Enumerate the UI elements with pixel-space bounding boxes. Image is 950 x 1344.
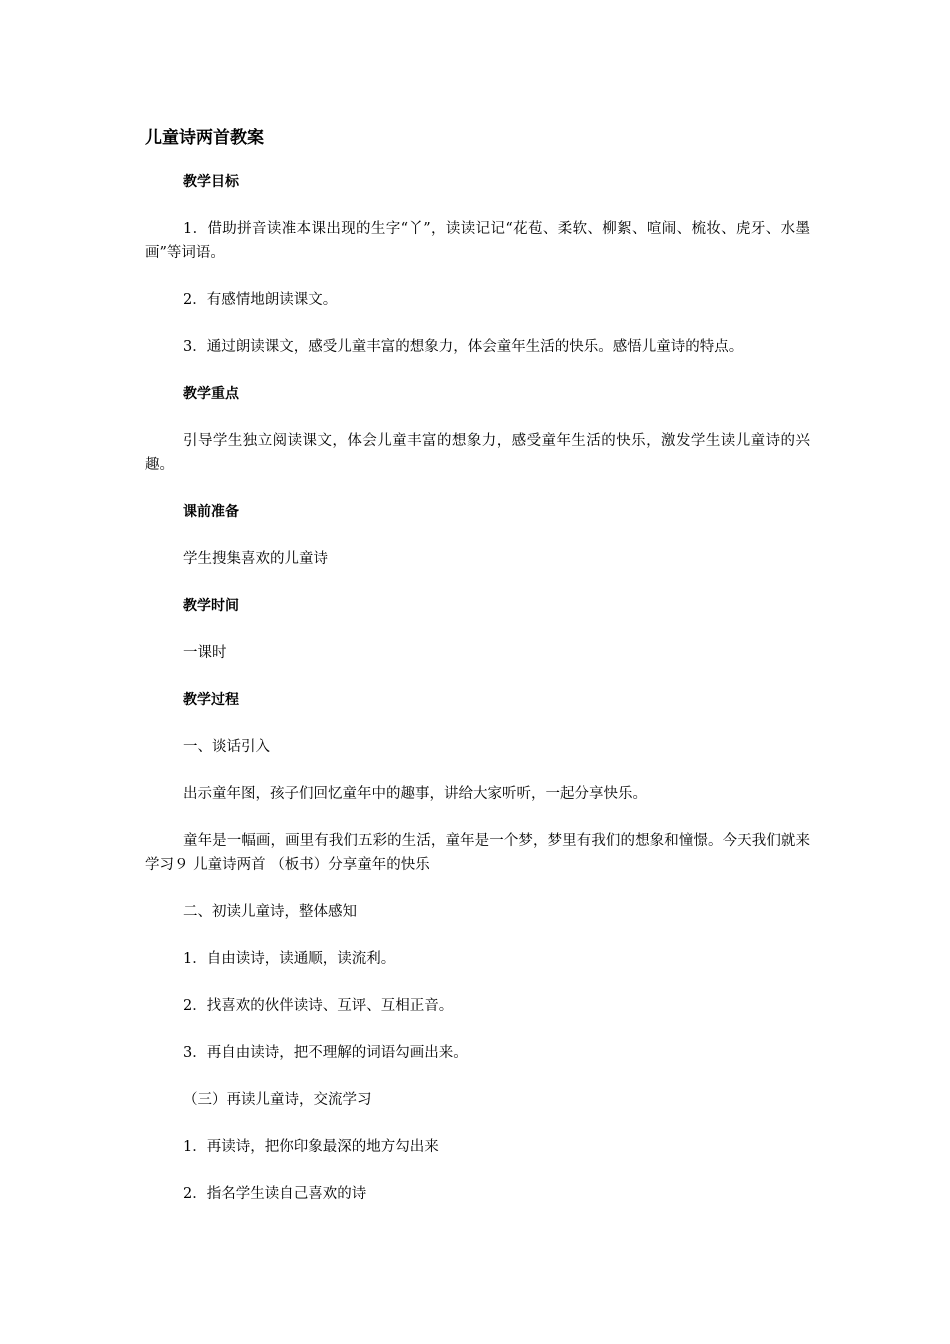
section-heading: 教学时间 — [183, 598, 239, 614]
paragraph: 3．通过朗读课文，感受儿童丰富的想象力，体会童年生活的快乐。感悟儿童诗的特点。 — [183, 339, 744, 355]
paragraph: 一、谈话引入 — [183, 739, 270, 755]
paragraph: 3．再自由读诗，把不理解的词语勾画出来。 — [183, 1045, 468, 1061]
paragraph: 学生搜集喜欢的儿童诗 — [183, 551, 328, 567]
paragraph: 一课时 — [183, 645, 227, 661]
section-heading: 教学重点 — [183, 386, 239, 402]
paragraph: 二、初读儿童诗，整体感知 — [183, 904, 357, 920]
section-heading: 课前准备 — [183, 504, 239, 520]
paragraph: 2．找喜欢的伙伴读诗、互评、互相正音。 — [183, 998, 454, 1014]
paragraph: 1．自由读诗，读通顺，读流利。 — [183, 951, 396, 967]
paragraph: 出示童年图，孩子们回忆童年中的趣事，讲给大家听听，一起分享快乐。 — [183, 786, 647, 802]
paragraph: 2．有感情地朗读课文。 — [183, 292, 338, 308]
document-page — [145, 120, 810, 1229]
paragraph: 1．再读诗，把你印象最深的地方勾出来 — [183, 1139, 439, 1155]
section-heading: 教学目标 — [183, 174, 239, 190]
paragraph: 2．指名学生读自己喜欢的诗 — [183, 1186, 367, 1202]
paragraph: 1．借助拼音读准本课出现的生字“丫”，读读记记“花苞、柔软、柳絮、喧闹、梳妆、虎牙、水墨画”等词语。 — [145, 221, 810, 261]
section-heading: 教学过程 — [183, 692, 239, 708]
paragraph: （三）再读儿童诗，交流学习 — [183, 1092, 372, 1108]
document-title: 儿童诗两首教案 — [145, 128, 264, 148]
paragraph: 童年是一幅画，画里有我们五彩的生活，童年是一个梦，梦里有我们的想象和憧憬。今天我们就来学习９ 儿童诗两首 （板书）分享童年的快乐 — [145, 833, 810, 873]
paragraph: 引导学生独立阅读课文，体会儿童丰富的想象力，感受童年生活的快乐，激发学生读儿童诗的兴趣。 — [145, 433, 810, 473]
